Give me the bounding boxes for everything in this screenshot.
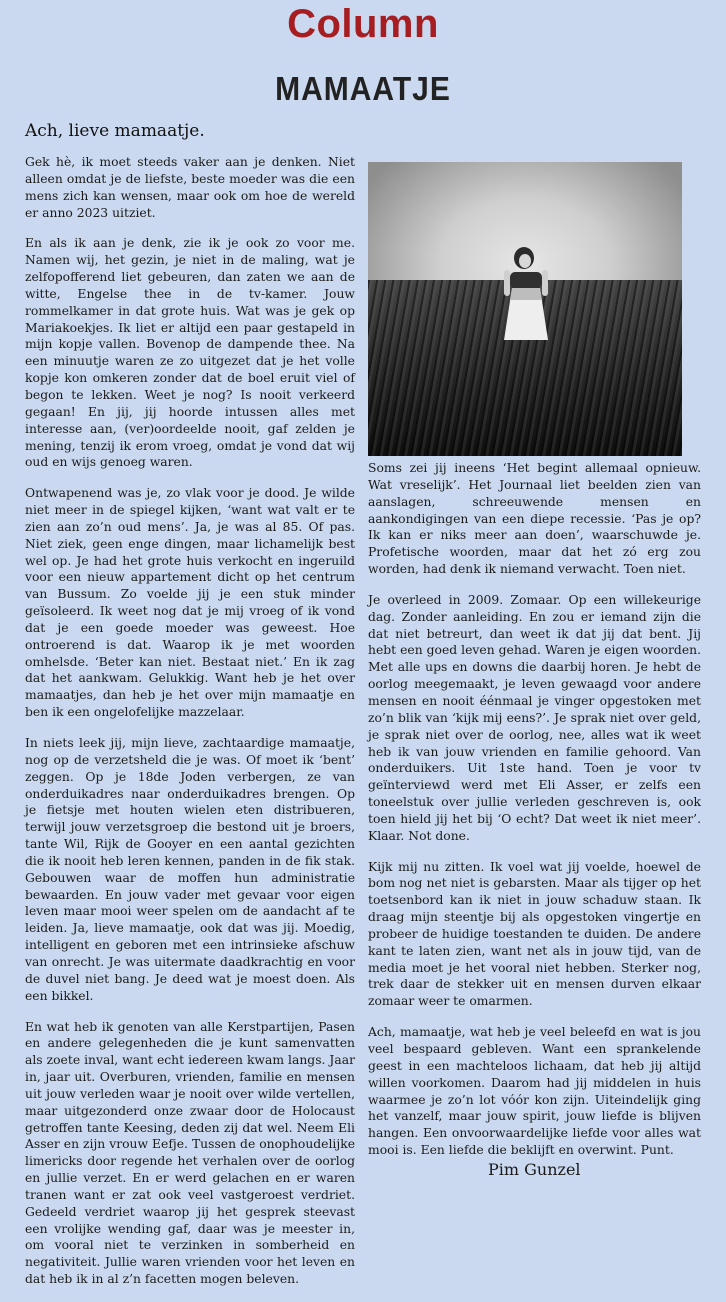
left-column [25,154,355,1302]
paragraph: Soms zei jij ineens ‘Het begint allemaal opnieuw. Wat vreselijk’. Het Journaal liet beelden zien van aanslagen, schreeuwende mensen en aankondigingen van een diepe recessie. ‘Pas je op? Ik kan er niks meer aan doen’, waarschuwde je. Profetische woorden, maar dat het zó erg zou worden, had denk ik niemand verwacht. Toen niet. [368,461,701,577]
paragraph: Gek hè, ik moet steeds vaker aan je denken. Niet alleen omdat je de liefste, beste moeder was die een mens zich kan wensen, maar ook om hoe de wereld er anno 2023 uitziet. [25,155,355,220]
paragraph: Je overleed in 2009. Zomaar. Op een willekeurige dag. Zonder aanleiding. En zou er iemand zijn die dat niet betreurt, dan weet ik dat jij dat bent. Jij hebt een goed leven gehad. Waren je eigen woorden. Met alle ups en downs die daarbij horen. Je hebt de oorlog meegemaakt, je leven gewaagd voor andere mensen en nooit éénmaal je vinger opgestoken met zo’n blik van ‘kijk mij eens?’. Je sprak niet over geld, je sprak niet over de oorlog, nee, alles wat ik weet heb ik van jouw vrienden en familie gehoord. Van onderduikers. Uit 1ste hand. Toen je voor tv geïnterviewd werd met Eli Asser, er zelfs een toneelstuk over jullie verleden geschreven is, ook toen hield jij het bij ‘O echt? Dat weet ik niet meer’. Klaar. Not done. [368,592,701,843]
paragraph: In niets leek jij, mijn lieve, zachtaardige mamaatje, nog op de verzetsheld die je was. Of moet ik ‘bent’ zeggen. Op je 18de Joden verbergen, ze van onderduikadres naar onderduikadres brengen. Op je fietsje met houten wielen eten distribueren, terwijl jouw verzetsgroep die bestond uit je broers, tante Wil, Rijk de Gooyer en een aantal gezichten die ik nooit heb leren kennen, panden in de fik stak. Gebouwen waar de moffen hun administratie bewaarden. En jouw vader met gevaar voor eigen leven maar mooi weer spelen om de aandacht af te leiden. Ja, lieve mamaatje, ook dat was jij. Moedig, intelligent en geboren met een intrinsieke afschuw van onrecht. Je was uitermate daadkrachtig en voor de duvel niet bang. Je deed wat je moest doen. Als een bikkel. [25,736,355,1003]
column-masthead: Column [287,2,439,46]
article-title: MAMAATJE [275,70,451,108]
paragraph: Ach, mamaatje, wat heb je veel beleefd en wat is jou veel bespaard gebleven. Want een sprankelende geest in een machteloos lichaam, dat heb jij altijd willen voorkomen. Daarom had jij middelen in huis waarmee je zo’n lot vóór kon zijn. Uiteindelijk ging het vanzelf, maar jouw spirit, jouw liefde is blijven hangen. Een onvoorwaardelijke liefde voor alles wat mooi is. Een liefde die beklijft en overwint. Punt. [368,1025,701,1158]
paragraph: En wat heb ik genoten van alle Kerstpartijen, Pasen en andere gelegenheden die je kunt samenvatten als zoete inval, want echt iedereen kwam langs. Jaar in, jaar uit. Overburen, vrienden, familie en mensen uit jouw verleden waar je nooit over wilde vertellen, maar uitgezonderd onze zwaar door de Holocaust getroffen tante Keesing, deden zij dat wel. Neem Eli Asser en zijn vrouw Eefje. Tussen de onophoudelijke limericks door regende het verhalen over de oorlog en jullie verzet. En er werd gelachen en er waren tranen want er zat ook veel vastgeroest verdriet. Gedeeld verdriet waarop jij het gesprek steevast een vrolijke wending gaf, daar was je meester in, om vooral niet te verzinken in somberheid en negativiteit. Jullie waren vrienden voor het leven en dat heb ik in al z’n facetten mogen beleven. [25,1019,355,1287]
author-signature: Pim Gunzel [488,1160,581,1179]
photo-woman-in-grass [368,162,682,456]
right-column [368,460,701,1173]
woman-figure-icon [496,244,556,354]
paragraph: En als ik aan je denk, zie ik je ook zo voor me. Namen wij, het gezin, je niet in de maling, wat je zelfopofferend liet gebeuren, dan zaten we aan de witte, Engelse thee in de tv-kamer. Jouw rommelkamer in dat grote huis. Wat was je gek op Mariakoekjes. Ik liet er altijd een paar gestapeld in mijn kopje vallen. Bovenop de dampende thee. Na een minuutje waren ze zo uitgezet dat je het volle kopje kon omkeren zonder dat de boel eruit viel of begon te lekken. Weet je nog? Is nooit verkeerd gegaan! En jij, jij hoorde intussen alles met interesse aan, (ver)oordeelde nooit, gaf zelden je mening, tenzij ik erom vroeg, omdat je vond dat wij oud en wijs genoeg waren. [25,236,355,470]
paragraph: Ontwapenend was je, zo vlak voor je dood. Je wilde niet meer in de spiegel kijken, ‘want wat valt er te zien aan zo’n oud mens’. Ja, je was al 85. Of pas. Niet ziek, geen enge dingen, maar lichamelijk best wel op. Je had het grote huis verkocht en ingeruild voor een nieuw appartement dicht op het centrum van Bussum. Zo voelde jij je een stuk minder geïsoleerd. Ik weet nog dat je mij vroeg of ik vond dat je een goede moeder was geweest. Hoe ontroerend is dat. Waarop ik je met woorden omhelsde. ‘Beter kan niet. Bestaat niet.’ En ik zag dat het aankwam. Gelukkig. Want heb je het over mamaatjes, dan heb je het over mijn mamaatje en ben ik een ongelofelijke mazzelaar. [25,486,355,720]
paragraph: Kijk mij nu zitten. Ik voel wat jij voelde, hoewel de bom nog net niet is gebarsten. Maar als tijger op het toetsenbord kan ik niet in jouw schaduw staan. Ik draag mijn steentje bij als opgestoken vingertje en probeer de huidige toestanden te duiden. De andere kant te laten zien, want net als in jouw tijd, van de media moet je het vooral niet hebben. Sterker nog, trek daar de stekker uit en mensen durven elkaar zomaar weer te omarmen. [368,859,701,1009]
greeting: Ach, lieve mamaatje. [25,121,205,141]
